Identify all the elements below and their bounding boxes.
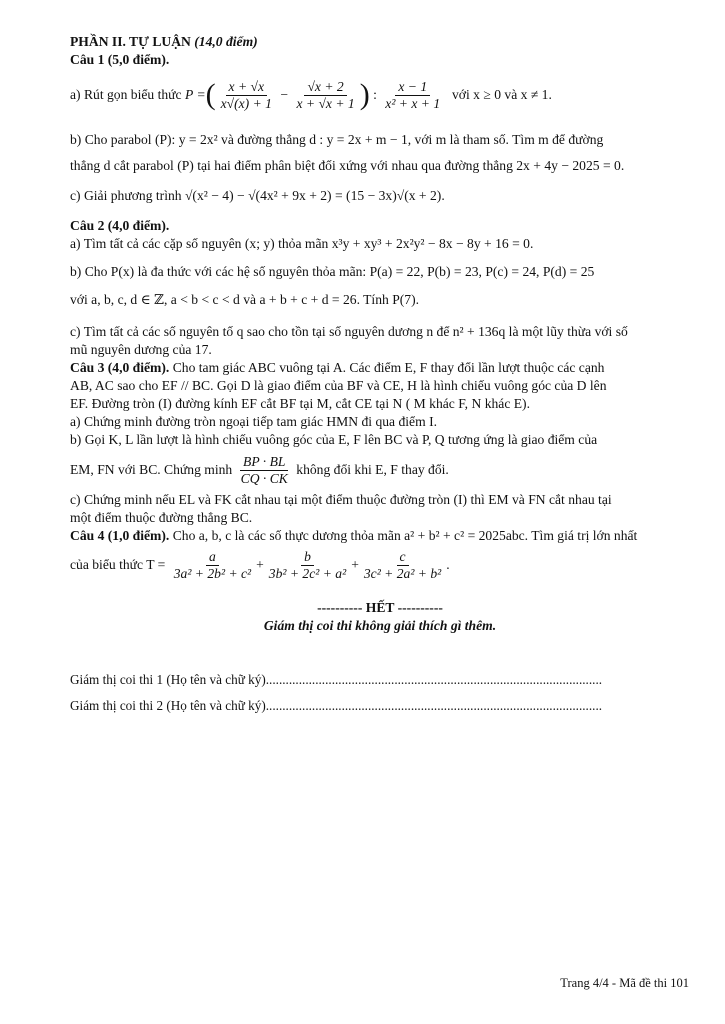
exam-page: [70, 33, 690, 635]
proctor-1-line: Giám thị coi thi 1 (Họ tên và chữ ký)......................................................................................................: [70, 672, 603, 687]
q1-a-lhs: P =: [184, 87, 206, 102]
q4-fraction-1: $\frac{a}{\text{3a² + 2b² + c²}}$: [173, 548, 252, 581]
q2-c-line2: mũ nguyên dương của 17.: [70, 342, 212, 357]
proctor-2-line: Giám thị coi thi 2 (Họ tên và chữ ký)......................................................................................................: [70, 698, 603, 713]
q4-line1: Câu 4 (1,0 điểm). Cho a, b, c là các số thực dương thỏa mãn a² + b² + c² = 2025abc. Tìm giá trị lớn nhất: [70, 528, 638, 543]
q3-b-line2: EM, FN với BC. Chứng minh $\frac{BP \cdot BL}{CQ \cdot CK}$ không đổi khi E, F thay đổi.: [70, 453, 449, 486]
q1-b-line1: b) Cho parabol (P): y = 2x² và đường thẳng d : y = 2x + m − 1, với m là tham số. Tìm m để đường: [70, 132, 604, 147]
q2-b-line2: với a, b, c, d ∈ ℤ, a < b < c < d và a + b + c + d = 26. Tính P(7).: [70, 292, 420, 307]
q1-a-fraction-2: $\frac{√x + 2}{x + √x + 1}$: [296, 78, 355, 111]
q4-fraction-3: $\frac{c}{\text{3c² + 2a² + b²}}$: [363, 548, 442, 581]
q1-b-line2: thẳng d cắt parabol (P) tại hai điểm phân biệt đối xứng với nhau qua đường thẳng 2x + 4y − 2025 = 0.: [70, 158, 625, 173]
q1-a-prefix: a) Rút gọn biểu thức: [70, 87, 182, 102]
q4-title: Câu 4 (1,0 điểm).: [70, 528, 170, 543]
section-heading: [70, 33, 690, 51]
q3-c-line2: một điểm thuộc đường thẳng BC.: [70, 510, 253, 525]
q2-a-line: a) Tìm tất cả các cặp số nguyên (x; y) thỏa mãn x³y + xy³ + 2x²y² − 8x − 8y + 16 = 0.: [70, 236, 534, 251]
q3-intro2: AB, AC sao cho EF // BC. Gọi D là giao điểm của BF và CE, H là hình chiếu vuông góc của D lên: [70, 378, 607, 393]
section-title: PHẦN II. TỰ LUẬN: [70, 34, 191, 49]
q2-title: Câu 2 (4,0 điểm).: [70, 218, 170, 233]
q1-a-condition: với x ≥ 0 và x ≠ 1.: [451, 87, 552, 102]
q1-title: Câu 1 (5,0 điểm).: [70, 52, 170, 67]
q3-intro1: Câu 3 (4,0 điểm). Cho tam giác ABC vuông tại A. Các điểm E, F thay đổi lần lượt thuộc các cạnh: [70, 360, 605, 375]
q3-b-fraction: $\frac{BP \cdot BL}{CQ \cdot CK}$: [240, 453, 288, 486]
q2-b-line1: b) Cho P(x) là đa thức với các hệ số nguyên thỏa mãn: P(a) = 22, P(b) = 23, P(c) = 24, P(d) = 25: [70, 264, 595, 279]
q3-b-line1: b) Gọi K, L lần lượt là hình chiếu vuông góc của E, F lên BC và P, Q tương ứng là giao điểm của: [70, 432, 598, 447]
q1-c-line: c) Giải phương trình √(x² − 4) − √(4x² + 9x + 2) = (15 − 3x)√(x + 2).: [70, 188, 445, 203]
q4-fraction-2: $\frac{b}{\text{3b² + 2c² + a²}}$: [268, 548, 347, 581]
end-mark: ---------- HẾT ----------: [317, 600, 443, 615]
page-footer: Trang 4/4 - Mã đề thi 101: [560, 976, 689, 990]
q3-title: Câu 3 (4,0 điểm).: [70, 360, 170, 375]
q2-c-line1: c) Tìm tất cả các số nguyên tố q sao cho tồn tại số nguyên dương n để n² + 136q là một lũy thừa với số: [70, 324, 628, 339]
end-note: Giám thị coi thi không giải thích gì thêm.: [263, 618, 497, 633]
q3-c-line1: c) Chứng minh nếu EL và FK cắt nhau tại một điểm thuộc đường tròn (I) thì EM và FN cắt nhau tại: [70, 492, 612, 507]
q3-intro3: EF. Đường tròn (I) đường kính EF cắt BF tại M, cắt CE tại N ( M khác F, N khác E).: [70, 396, 530, 411]
q4-expression: của biểu thức T = $\frac{a}{\text{3a² + 2b² + c²}}$ + $\frac{b}{\text{3b² + 2c² + a²}}$ + $\frac{c}{\text{3c² + 2a² + b²}}$ .: [70, 548, 450, 581]
q1-a-fraction-1: $\frac{x + √x}{x√(x) + 1}$: [220, 78, 272, 111]
q1-a: a) Rút gọn biểu thức P = ( $\frac{x + √x}{x√(x) + 1}$ − $\frac{√x + 2}{x + √x + 1}$ ) : $\frac{x - 1}{\text{x² + x + 1}}$ với x ≥ 0 và x ≠ 1.: [70, 78, 552, 111]
section-points: (14,0 điểm): [194, 34, 258, 49]
q1-a-fraction-3: $\frac{x - 1}{\text{x² + x + 1}}$: [385, 78, 441, 111]
q3-a-line: a) Chứng minh đường tròn ngoại tiếp tam giác HMN đi qua điểm I.: [70, 414, 437, 429]
